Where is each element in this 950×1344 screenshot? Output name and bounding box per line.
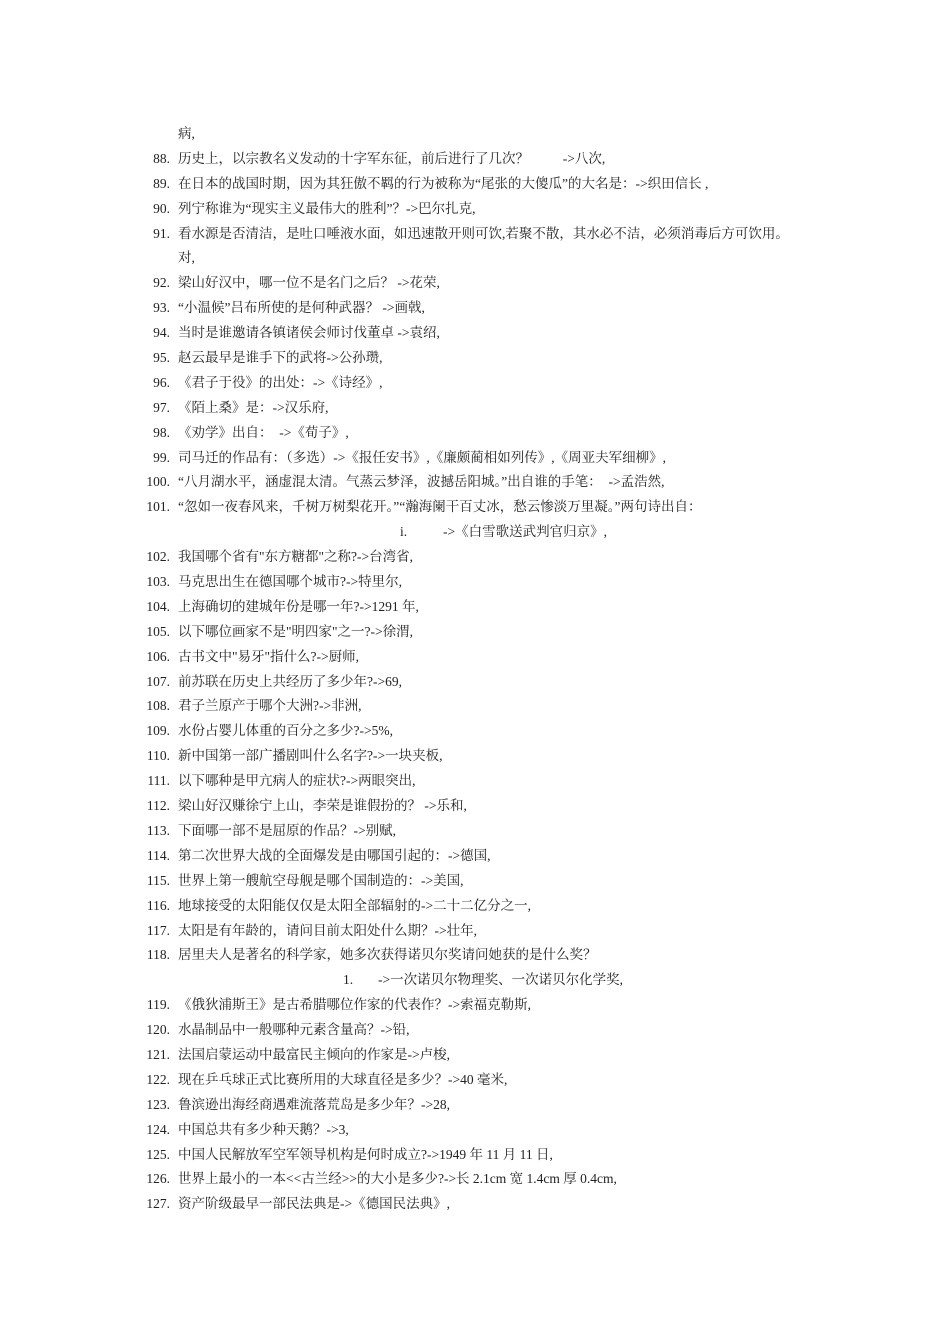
- item-text: 梁山好汉中，哪一位不是名门之后？ ->花荣,: [178, 275, 440, 291]
- sub-item-marker: 1.: [343, 972, 354, 988]
- item-number: 91.: [153, 225, 170, 241]
- item-text: 《俄狄浦斯王》是古希腊哪位作家的代表作？->索福克勒斯,: [178, 997, 531, 1013]
- list-item: [0, 470, 950, 495]
- item-text: 资产阶级最早一部民法典是->《德国民法典》,: [178, 1196, 450, 1212]
- sub-item: [0, 968, 950, 993]
- item-number: 110.: [146, 748, 170, 764]
- sub-item-marker: i.: [400, 524, 408, 540]
- list-item: [0, 1018, 950, 1043]
- item-text: 君子兰原产于哪个大洲?->非洲,: [178, 698, 362, 714]
- list-item: [0, 1167, 950, 1192]
- item-number: 98.: [153, 424, 170, 440]
- item-text: 鲁滨逊出海经商遇难流落荒岛是多少年？->28,: [178, 1096, 450, 1112]
- list-item: [0, 869, 950, 894]
- item-number: 101.: [146, 499, 170, 515]
- item-text: 以下哪位画家不是"明四家"之一?->徐渭,: [178, 623, 413, 639]
- list-item: [0, 246, 950, 271]
- list-item: [0, 446, 950, 471]
- item-number: 105.: [146, 623, 170, 639]
- list-item: [0, 943, 950, 968]
- item-number: 89.: [153, 175, 170, 191]
- item-text: 第二次世界大战的全面爆发是由哪国引起的：->德国,: [178, 847, 491, 863]
- item-text: 上海确切的建城年份是哪一年?->1291 年,: [178, 598, 419, 614]
- item-text: 水份占婴儿体重的百分之多少?->5%,: [178, 723, 393, 739]
- item-number: 94.: [153, 325, 170, 341]
- item-text: 列宁称谁为“现实主义最伟大的胜利”？->巴尔扎克,: [178, 200, 476, 216]
- item-text: 历史上，以宗教名义发动的十字军东征，前后进行了几次？ ->八次,: [178, 150, 606, 166]
- list-item: [0, 570, 950, 595]
- list-item: [0, 371, 950, 396]
- item-number: 103.: [146, 574, 170, 590]
- list-item: [0, 147, 950, 172]
- item-number: 99.: [153, 449, 170, 465]
- list-item: [0, 197, 950, 222]
- item-text: 下面哪一部不是屈原的作品？->别赋,: [178, 822, 396, 838]
- item-number: 106.: [146, 648, 170, 664]
- list-item: [0, 271, 950, 296]
- item-number: 95.: [153, 350, 170, 366]
- item-number: 123.: [146, 1096, 170, 1112]
- item-text: 中国人民解放军空军领导机构是何时成立?->1949 年 11 月 11 日,: [178, 1146, 553, 1162]
- item-text: 《君子于役》的出处：->《诗经》,: [178, 374, 383, 390]
- item-number: 116.: [146, 897, 170, 913]
- item-text: 赵云最早是谁手下的武将->公孙瓒,: [178, 350, 383, 366]
- item-text: 《劝学》出自： ->《荀子》,: [178, 424, 349, 440]
- list-item: [0, 296, 950, 321]
- item-number: 124.: [146, 1121, 170, 1137]
- item-number: 121.: [146, 1046, 170, 1062]
- item-text: 世界上第一艘航空母舰是哪个国制造的：->美国,: [178, 872, 464, 888]
- list-item: [0, 1068, 950, 1093]
- item-text: 我国哪个省有"东方糖都"之称?->台湾省,: [178, 549, 413, 565]
- list-item: [0, 794, 950, 819]
- item-text: “八月湖水平，涵虚混太清。气蒸云梦泽，波撼岳阳城。”出自谁的手笔： ->孟浩然,: [178, 474, 665, 490]
- item-text: 水晶制品中一般哪种元素含量高？->铅,: [178, 1022, 410, 1038]
- item-text: 太阳是有年龄的，请问目前太阳处什么期？->壮年,: [178, 922, 477, 938]
- item-number: 93.: [153, 300, 170, 316]
- item-text: 病,: [178, 126, 195, 141]
- item-text: 前苏联在历史上共经历了多少年?->69,: [178, 673, 402, 689]
- list-item: [0, 396, 950, 421]
- list-item: [0, 645, 950, 670]
- item-number: 122.: [146, 1071, 170, 1087]
- list-item: [0, 819, 950, 844]
- item-number: 102.: [146, 549, 170, 565]
- list-item: [0, 844, 950, 869]
- list-item: [0, 122, 950, 147]
- list-item: [0, 744, 950, 769]
- item-number: 117.: [146, 922, 170, 938]
- sub-item-text: ->一次诺贝尔物理奖、一次诺贝尔化学奖,: [378, 972, 623, 988]
- item-number: 111.: [147, 773, 170, 789]
- item-number: 92.: [153, 275, 170, 291]
- item-text: 以下哪种是甲亢病人的症状?->两眼突出,: [178, 773, 416, 789]
- item-text: 世界上最小的一本<<古兰经>>的大小是多少?->长 2.1cm 宽 1.4cm 厚 0.4cm,: [178, 1171, 617, 1187]
- item-number: 126.: [146, 1171, 170, 1187]
- item-number: 119.: [146, 997, 170, 1013]
- item-text: 看水源是否清洁，是吐口唾液水面，如迅速散开则可饮,若聚不散，其水必不洁，必须消毒后方可饮用。: [178, 225, 789, 241]
- item-number: 115.: [146, 872, 170, 888]
- item-text: 新中国第一部广播剧叫什么名字?->一块夹板,: [178, 748, 443, 764]
- list-item: [0, 321, 950, 346]
- list-item: [0, 993, 950, 1018]
- item-number: 118.: [146, 947, 170, 963]
- list-item: [0, 620, 950, 645]
- item-text: 古书文中"易牙"指什么?->厨师,: [178, 648, 359, 664]
- list-item: [0, 719, 950, 744]
- item-number: 107.: [146, 673, 170, 689]
- list-item: [0, 172, 950, 197]
- item-number: 90.: [153, 200, 170, 216]
- item-number: 97.: [153, 399, 170, 415]
- item-number: 114.: [146, 847, 170, 863]
- list-item: [0, 222, 950, 247]
- document-page: [0, 122, 950, 1217]
- list-item: [0, 421, 950, 446]
- list-item: [0, 1093, 950, 1118]
- item-text: 中国总共有多少种天鹅？->3,: [178, 1121, 349, 1137]
- list-item: [0, 346, 950, 371]
- list-item: [0, 670, 950, 695]
- item-text: 在日本的战国时期，因为其狂傲不羁的行为被称为“尾张的大傻瓜”的大名是：->织田信长 ,: [178, 175, 709, 191]
- list-item: [0, 1118, 950, 1143]
- item-number: 120.: [146, 1022, 170, 1038]
- list-item: [0, 1192, 950, 1217]
- list-item: [0, 894, 950, 919]
- item-number: 112.: [146, 798, 170, 814]
- item-number: 125.: [146, 1146, 170, 1162]
- item-text: 司马迁的作品有：（多选）->《报任安书》,《廉颇蔺相如列传》,《周亚夫军细柳》,: [178, 449, 666, 465]
- item-text: “小温候”吕布所使的是何种武器？ ->画戟,: [178, 300, 425, 316]
- item-text: 对,: [178, 250, 195, 266]
- sub-item-text: ->《白雪歌送武判官归京》,: [443, 524, 607, 540]
- item-number: 109.: [146, 723, 170, 739]
- list-item: [0, 694, 950, 719]
- item-number: 104.: [146, 598, 170, 614]
- sub-item: [0, 520, 950, 545]
- list-item: [0, 595, 950, 620]
- item-number: 100.: [146, 474, 170, 490]
- item-number: 108.: [146, 698, 170, 714]
- item-text: 马克思出生在德国哪个城市?->特里尔,: [178, 574, 402, 590]
- item-text: 地球接受的太阳能仅仅是太阳全部辐射的->二十二亿分之一,: [178, 897, 531, 913]
- list-item: [0, 769, 950, 794]
- item-text: 居里夫人是著名的科学家，她多次获得诺贝尔奖请问她获的是什么奖？: [178, 947, 597, 963]
- list-item: [0, 545, 950, 570]
- list-item: [0, 495, 950, 520]
- item-text: 《陌上桑》是：->汉乐府,: [178, 399, 329, 415]
- item-text: “忽如一夜春风来，千树万树梨花开。”“瀚海阑干百丈冰，愁云惨淡万里凝。”两句诗出自：: [178, 499, 702, 515]
- item-number: 127.: [146, 1196, 170, 1212]
- list-item: [0, 1043, 950, 1068]
- item-number: 113.: [146, 822, 170, 838]
- item-text: 当时是谁邀请各镇诸侯会师讨伐董卓 ->袁绍,: [178, 325, 440, 341]
- list-item: [0, 919, 950, 944]
- list-item: [0, 1143, 950, 1168]
- item-text: 现在乒乓球正式比赛所用的大球直径是多少？->40 毫米,: [178, 1071, 508, 1087]
- item-text: 法国启蒙运动中最富民主倾向的作家是->卢梭,: [178, 1046, 450, 1062]
- item-text: 梁山好汉赚徐宁上山，李荣是谁假扮的？ ->乐和,: [178, 798, 467, 814]
- item-number: 96.: [153, 374, 170, 390]
- item-number: 88.: [153, 150, 170, 166]
